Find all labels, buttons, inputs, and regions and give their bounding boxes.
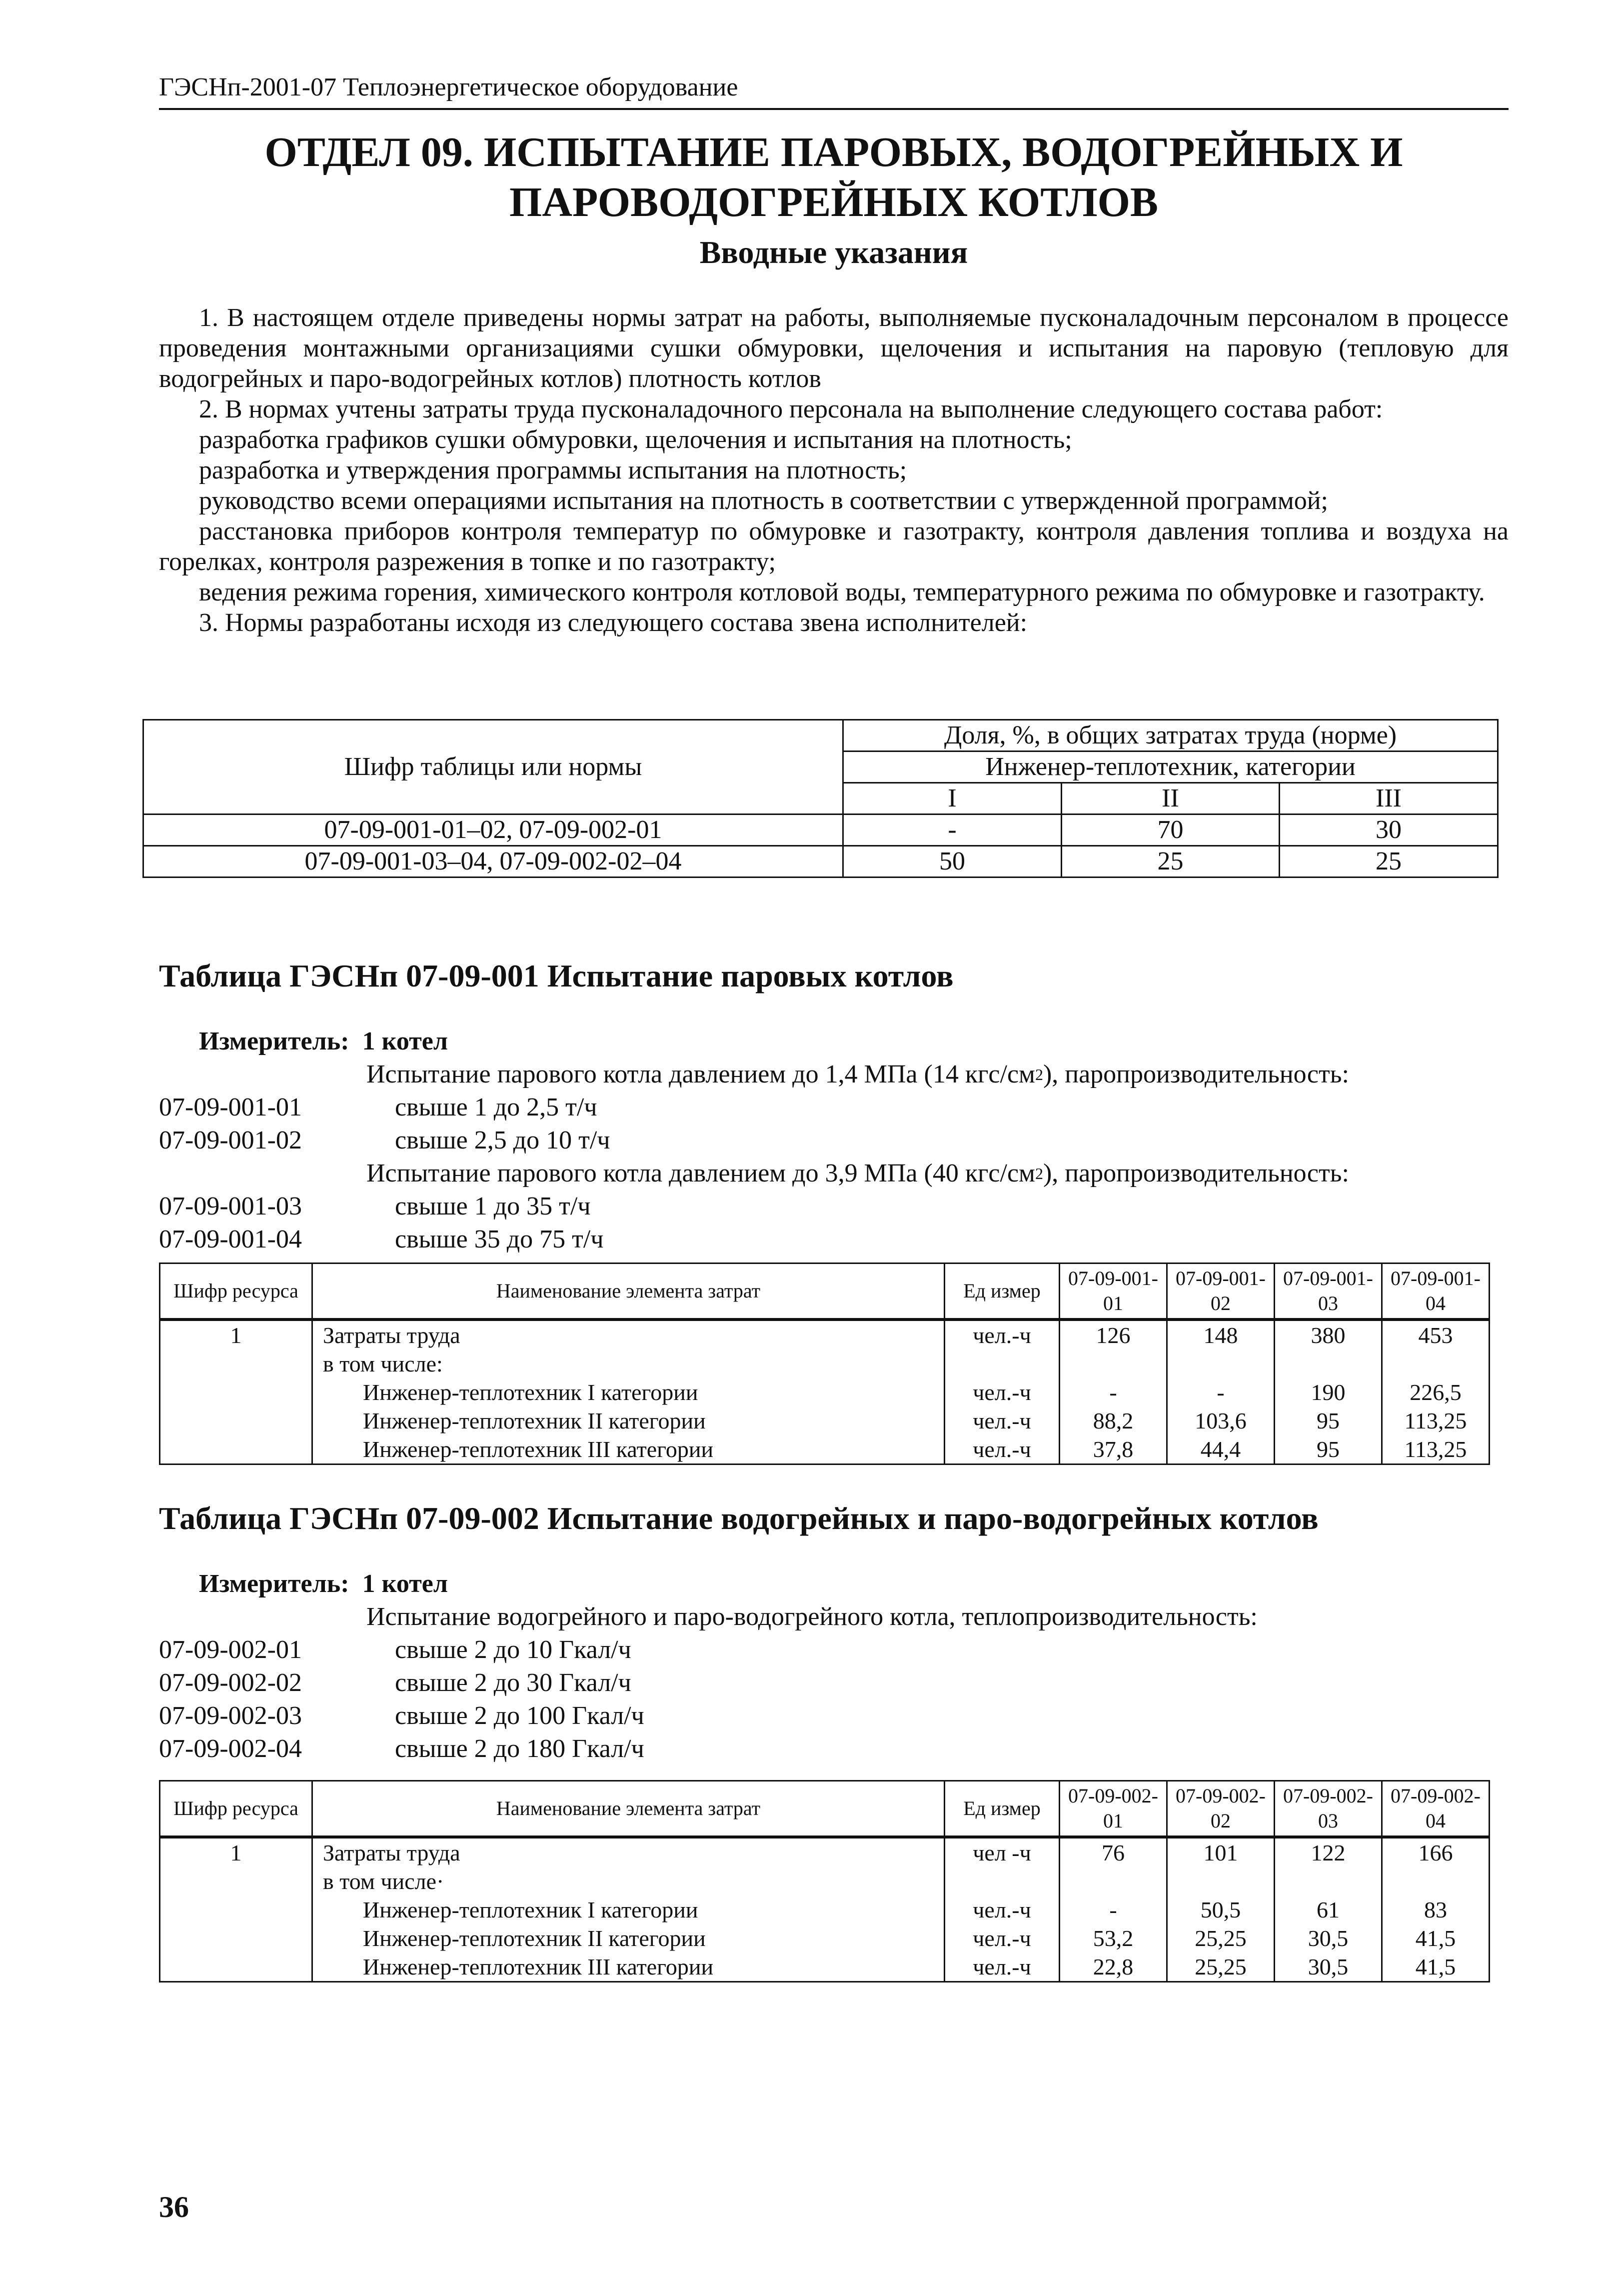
section-title	[159, 128, 1509, 228]
table2-measure-block	[159, 1568, 1509, 1766]
col-header-resource: Шифр ресурса	[160, 1264, 312, 1320]
list-item: 07-09-001-03 свыше 1 до 35 т/ч	[159, 1192, 591, 1220]
intro-paragraph: 3. Нормы разработаны исходя из следующего состава звена исполнителей:	[199, 608, 1028, 637]
group-header: Испытание парового котла давлением до 3,9 МПа (40 кгс/см 2 ), паропроизводительность:	[366, 1159, 1349, 1188]
cell-value: 50	[843, 846, 1062, 878]
table1-resources	[159, 1262, 1490, 1465]
table-row: в том числе·	[160, 1867, 1490, 1896]
list-item: 07-09-002-02 свыше 2 до 30 Гкал/ч	[159, 1668, 631, 1697]
table1-title: Таблица ГЭСНп 07-09-001 Испытание паровых котлов	[159, 958, 954, 994]
group-header: Испытание водогрейного и паро-водогрейного котла, теплопроизводительность:	[366, 1602, 1258, 1631]
col-header-norm: 07-09-002-03	[1275, 1781, 1382, 1838]
crew-composition-table	[142, 719, 1499, 878]
cell-value: 30	[1280, 814, 1498, 846]
col-header-code: Шифр таблицы или нормы	[143, 720, 843, 814]
measure-value: 1 котел	[362, 1027, 448, 1056]
list-item: 07-09-001-01 свыше 1 до 2,5 т/ч	[159, 1093, 597, 1122]
intro-paragraph: 1. В настоящем отделе приведены нормы затрат на работы, выполняемые пусконаладочным персоналом в процессе проведения монтажными организациями сушки обмуровки, щелочения и испытания на паровую (тепловую для водогрейных и паро-водогрейных котлов) плотность котлов	[159, 304, 1509, 393]
row-code: 07-09-001-01–02, 07-09-002-01	[143, 814, 843, 846]
running-header: ГЭСНп-2001-07 Теплоэнергетическое оборудование	[159, 72, 1509, 110]
table-row: Инженер-теплотехник III категории чел.-ч 37,8 44,4 95 113,25	[160, 1435, 1490, 1464]
col-header-resource: Шифр ресурса	[160, 1781, 312, 1838]
category-label: II	[1062, 783, 1280, 814]
list-item: 07-09-002-03 свыше 2 до 100 Гкал/ч	[159, 1702, 644, 1730]
col-header-unit: Ед измер	[945, 1264, 1060, 1320]
intro-paragraph: ведения режима горения, химического контроля котловой воды, температурного режима по обмуровке и газотракту.	[199, 578, 1485, 606]
col-header-norm: 07-09-001-02	[1167, 1264, 1275, 1320]
table-row: 1 Затраты труда чел -ч 76 101 122 166	[160, 1837, 1490, 1867]
section-title-line-2: ПАРОВОДОГРЕЙНЫХ КОТЛОВ	[509, 179, 1159, 226]
table2-resources	[159, 1780, 1490, 1982]
row-code: 07-09-001-03–04, 07-09-002-02–04	[143, 846, 843, 878]
intro-paragraph: разработка графиков сушки обмуровки, щелочения и испытания на плотность;	[199, 426, 1072, 454]
intro-title: Вводные указания	[699, 234, 968, 270]
col-header-unit: Ед измер	[945, 1781, 1060, 1838]
cell-value: 25	[1062, 846, 1280, 878]
list-item: 07-09-002-01 свыше 2 до 10 Гкал/ч	[159, 1636, 631, 1664]
col-header-norm: 07-09-002-02	[1167, 1781, 1275, 1838]
cell-value: 70	[1062, 814, 1280, 846]
table-row	[143, 814, 1498, 846]
list-item: 07-09-001-04 свыше 35 до 75 т/ч	[159, 1225, 604, 1254]
table-row: Инженер-теплотехник II категории чел.-ч 53,2 25,25 30,5 41,5	[160, 1924, 1490, 1952]
table-row: Инженер-теплотехник I категории чел.-ч - 50,5 61 83	[160, 1896, 1490, 1924]
section-title-line-1: ОТДЕЛ 09. ИСПЫТАНИЕ ПАРОВЫХ, ВОДОГРЕЙНЫХ И	[264, 129, 1403, 176]
intro-paragraph: расстановка приборов контроля температур по обмуровке и газотракту, контроля давления топлива и воздуха на горелках, контроля разрежения в топке и по газотракту;	[159, 517, 1509, 576]
intro-text	[159, 302, 1509, 638]
group-header: Испытание парового котла давлением до 1,4 МПа (14 кгс/см 2 ), паропроизводительность:	[366, 1060, 1349, 1088]
measure-label: Измеритель:	[199, 1570, 349, 1598]
table-row: Инженер-теплотехник III категории чел.-ч 22,8 25,25 30,5 41,5	[160, 1952, 1490, 1982]
col-header-norm: 07-09-001-04	[1382, 1264, 1490, 1320]
table-row: Инженер-теплотехник II категории чел.-ч 88,2 103,6 95 113,25	[160, 1406, 1490, 1435]
table-row: 1 Затраты труда чел.-ч 126 148 380 453	[160, 1320, 1490, 1350]
col-header-name: Наименование элемента затрат	[312, 1264, 945, 1320]
col-header-norm: 07-09-001-01	[1060, 1264, 1167, 1320]
cell-value: -	[843, 814, 1062, 846]
col-header-category: Инженер-теплотехник, категории	[843, 752, 1498, 783]
col-header-norm: 07-09-002-01	[1060, 1781, 1167, 1838]
list-item: 07-09-002-04 свыше 2 до 180 Гкал/ч	[159, 1734, 644, 1763]
intro-paragraph: разработка и утверждения программы испытания на плотность;	[199, 456, 907, 484]
col-header-norm: 07-09-001-03	[1275, 1264, 1382, 1320]
category-label: III	[1280, 783, 1498, 814]
measure-label: Измеритель:	[199, 1027, 349, 1056]
intro-paragraph: 2. В нормах учтены затраты труда пусконаладочного персонала на выполнение следующего состава работ:	[199, 395, 1383, 424]
list-item: 07-09-001-02 свыше 2,5 до 10 т/ч	[159, 1126, 610, 1154]
category-label: I	[843, 783, 1062, 814]
cell-value: 25	[1280, 846, 1498, 878]
table-row	[143, 846, 1498, 878]
page-number: 36	[159, 2190, 189, 2224]
table2-title: Таблица ГЭСНп 07-09-002 Испытание водогрейных и паро-водогрейных котлов	[159, 1500, 1319, 1536]
table1-measure-block	[159, 1025, 1509, 1256]
col-header-name: Наименование элемента затрат	[312, 1781, 945, 1838]
table-row: Инженер-теплотехник I категории чел.-ч - - 190 226,5	[160, 1378, 1490, 1406]
table-row: в том числе:	[160, 1350, 1490, 1378]
measure-value: 1 котел	[362, 1570, 448, 1598]
intro-paragraph: руководство всеми операциями испытания на плотность в соответствии с утвержденной программой;	[199, 486, 1329, 515]
col-header-share: Доля, %, в общих затратах труда (норме)	[843, 720, 1498, 752]
col-header-norm: 07-09-002-04	[1382, 1781, 1490, 1838]
